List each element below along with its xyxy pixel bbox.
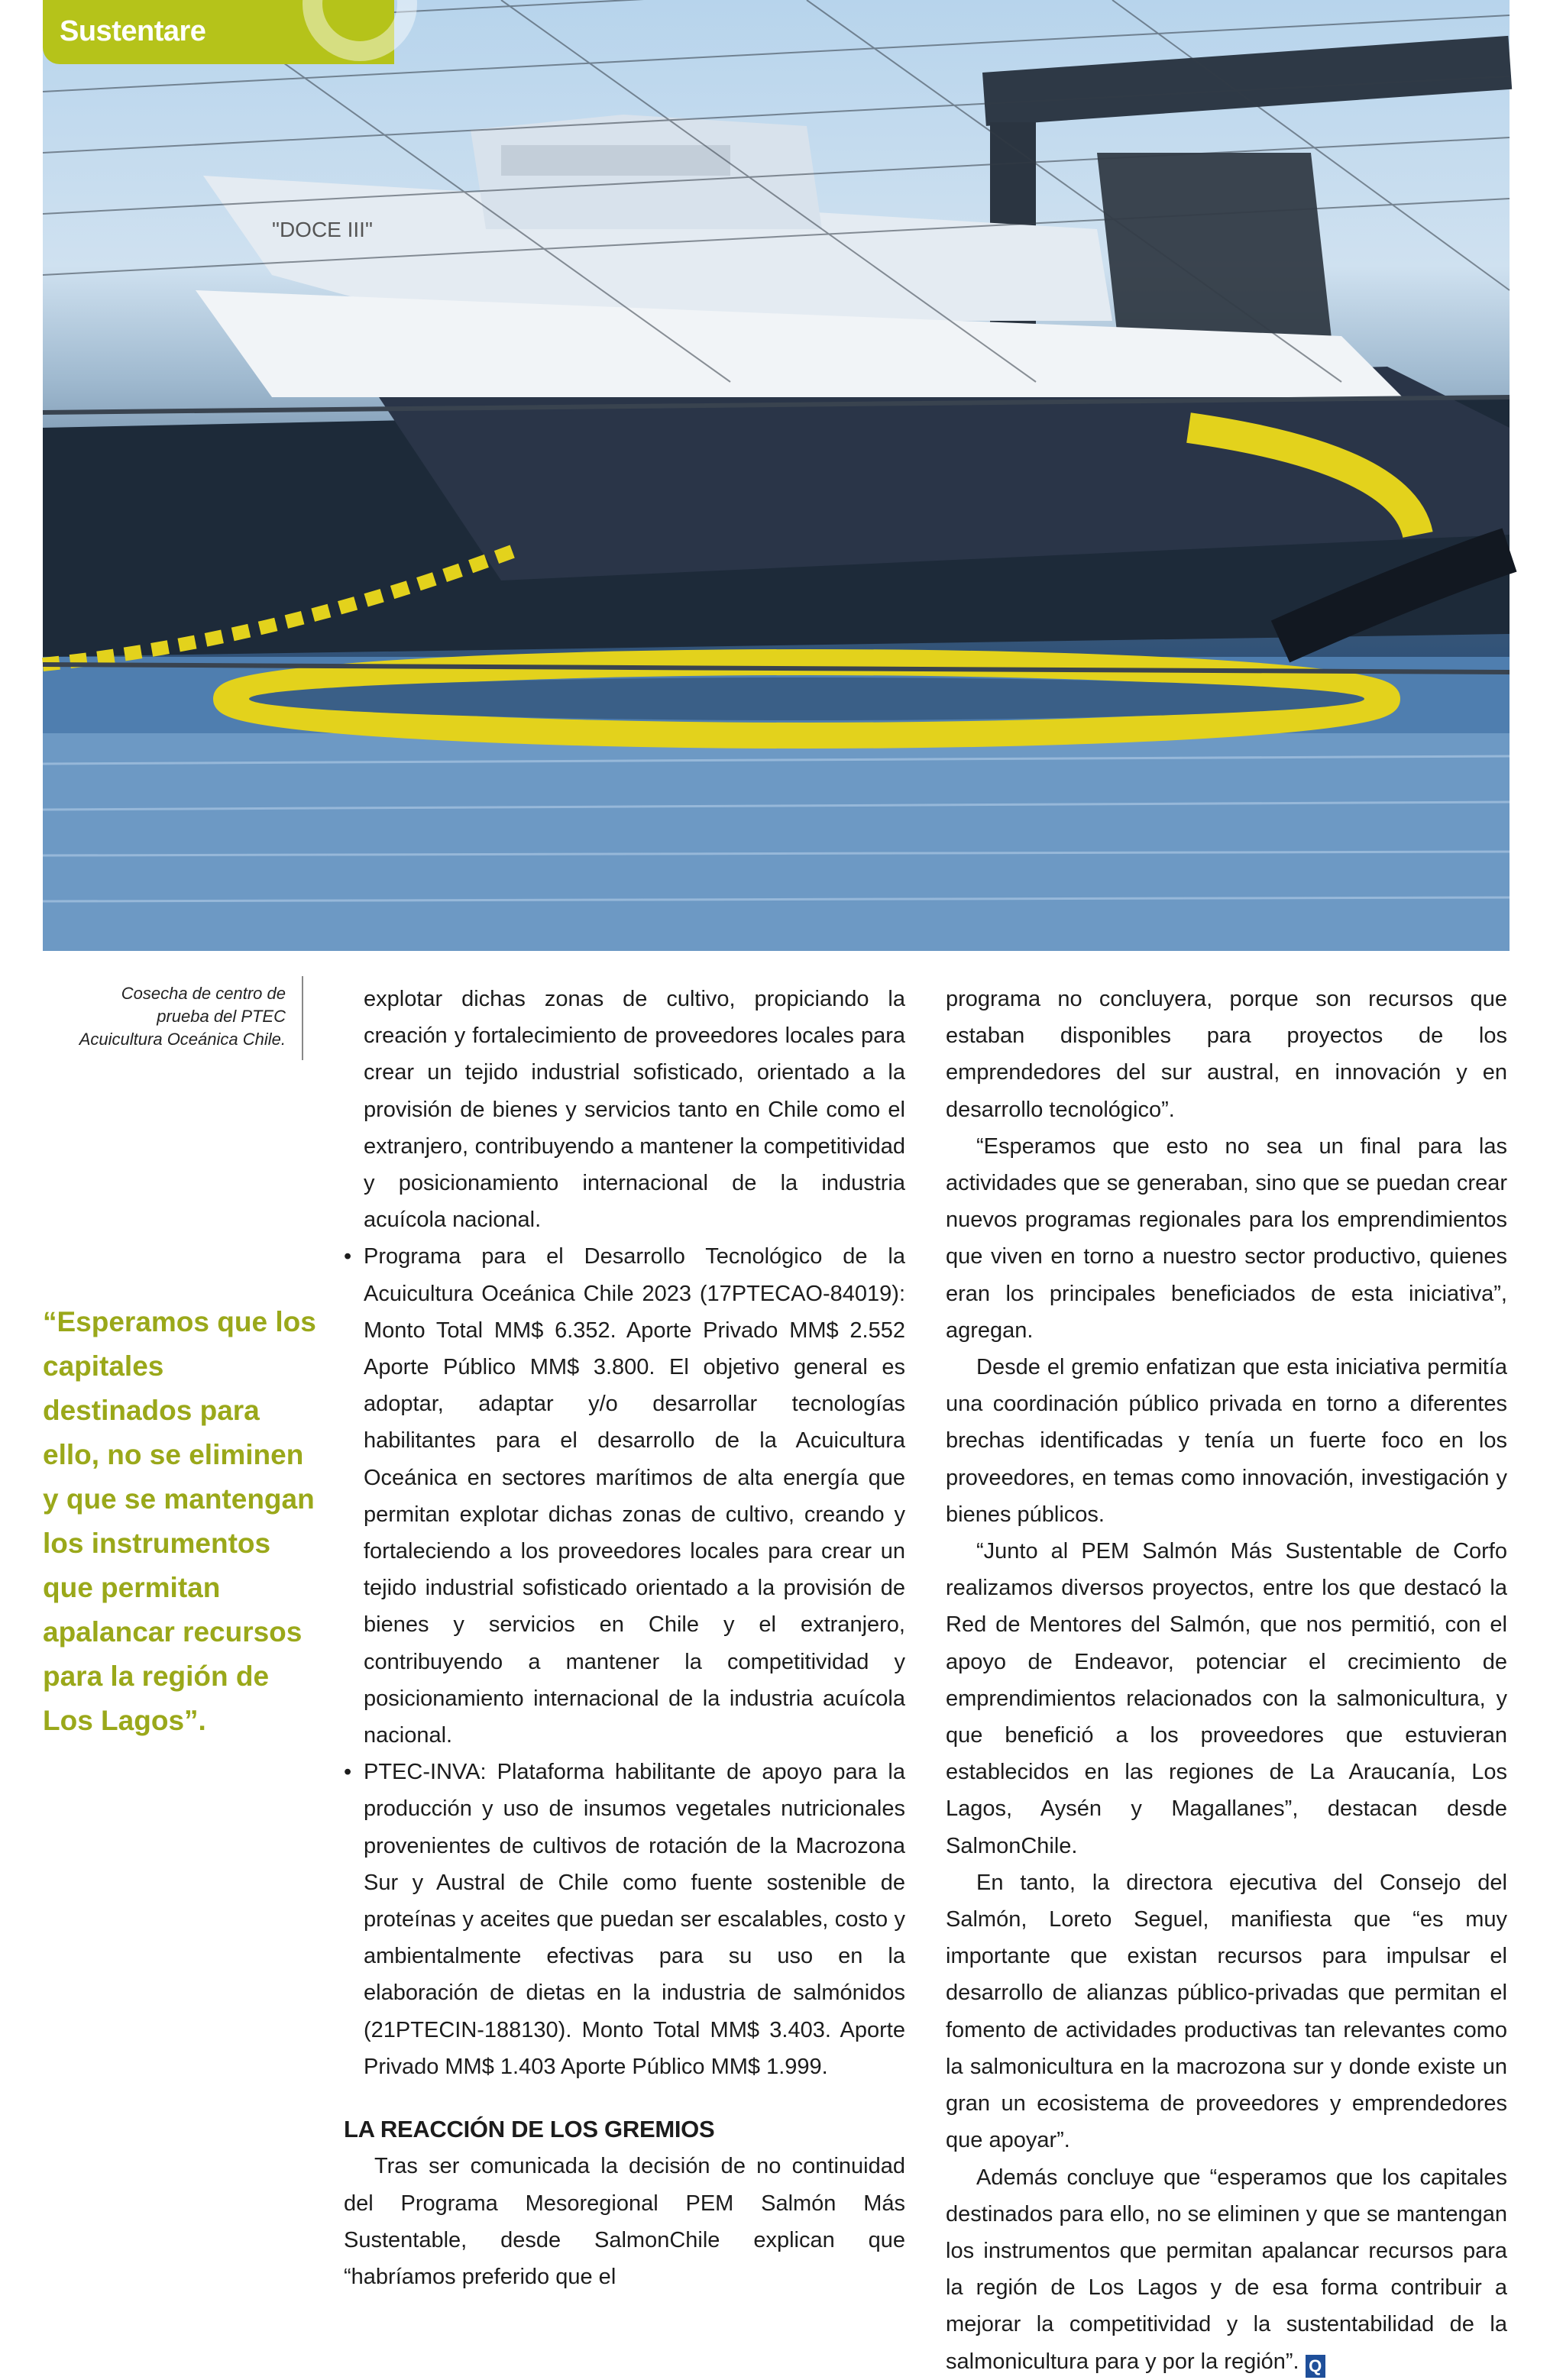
photo-caption: Cosecha de centro de prueba del PTEC Acuicultura Oceánica Chile. [79,984,286,1049]
caption-divider [302,976,303,1060]
photo-credit: Fotografía: Corfo [1526,694,1543,810]
text-column-1 [344,981,905,2295]
end-mark-icon: Q [1306,2355,1325,2378]
bullet-item: • PTEC-INVA: Plataforma habilitante de apoyo para la producción y uso de insumos vegetales nutricionales provenientes de cultivos de rotación de la Macrozona Sur y Austral de Chile como fuente sostenible de proteínas y aceites que puedan ser escalables, costo y ambientalmente efectivas para su uso en la elaboración de dietas en la industria de salmónidos (21PTECIN-188130). Monto Total MM$ 3.403. Aporte Privado MM$ 1.403 Aporte Público MM$ 1.999. [344,1754,905,2085]
section-label: Sustentare [60,15,206,47]
pull-quote: “Esperamos que los capitales destinados para ello, no se eliminen y que se mantengan los instrumentos que permitan apalancar recursos para la región de Los Lagos”. [43,1306,316,1736]
section-heading: LA REACCIÓN DE LOS GREMIOS [344,2116,715,2143]
boat-name: "DOCE III" [272,218,373,241]
paragraph: Desde el gremio enfatizan que esta iniciativa permitía una coordinación público privada en torno a diferentes brechas identificadas y tenía un fuerte foco en los proveedores, en temas como innovación, investigación y bienes públicos. [946,1355,1507,1527]
paragraph: explotar dichas zonas de cultivo, propiciando la creación y fortalecimiento de proveedores locales para crear un tejido industrial sofisticado, orientado a la provisión de bienes y servicios tanto en Chile como el extranjero, contribuyendo a mantener la competitividad y posicionamiento internacional de la industria acuícola nacional. [364,987,905,1233]
bullet-item: • Programa para el Desarrollo Tecnológico de la Acuicultura Oceánica Chile 2023 (17PTECAO-84019): Monto Total MM$ 6.352. Aporte Privado MM$ 2.552 Aporte Público MM$ 3.800. El objetivo general es adoptar, adaptar y/o desarrollar tecnologías habilitantes para el desarrollo de la Acuicultura Oceánica en sectores marítimos de alta energía que permitan explotar dichas zonas de cultivo, creando y fortaleciendo a los proveedores locales para crear un tejido industrial sofisticado orientado a la provisión de bienes y servicios en Chile y el extranjero, contribuyendo a mantener la competitividad y posicionamiento internacional de la industria acuícola nacional. [344,1238,905,1754]
photo-illustration [43,0,1510,951]
article-photo [43,0,1543,951]
paragraph: “Junto al PEM Salmón Más Sustentable de Corfo realizamos diversos proyectos, entre los que destacó la Red de Mentores del Salmón, que nos permitió, con el apoyo de Endeavor, potenciar el crecimiento de emprendimientos relacionados con la salmonicultura, y que benefició a los proveedores que estuvieran establecidos en las regiones de La Araucanía, Los Lagos, Aysén y Magallanes”, destacan desde SalmonChile. [946,1539,1507,1858]
paragraph: En tanto, la directora ejecutiva del Consejo del Salmón, Loreto Seguel, manifiesta que “es muy importante que existan recursos para impulsar el desarrollo de alianzas público-privadas que permitan el fomento de actividades productivas tan relevantes como la salmonicultura en la macrozona sur y donde existe un gran un ecosistema de proveedores y emprendedores que apoyar”. [946,1870,1507,2153]
paragraph-last [946,2159,1507,2380]
paragraph: programa no concluyera, porque son recursos que estaban disponibles para proyectos de los emprendedores del sur austral, en innovación y en desarrollo tecnológico”. [946,987,1507,1122]
paragraph: “Esperamos que esto no sea un final para las actividades que se generaban, sino que se puedan crear nuevos programas regionales para los emprendimientos que viven en torno a nuestro sector productivo, quienes eran los principales beneficiados de esta iniciativa”, agregan. [946,1133,1507,1343]
paragraph: Tras ser comunicada la decisión de no continuidad del Programa Mesoregional PEM Salmón Más Sustentable, desde SalmonChile explican que “habríamos preferido que el [344,2154,905,2289]
section-tag [43,0,394,64]
paragraph-text: Además concluye que “esperamos que los capitales destinados para ello, no se eliminen y que se mantengan los instrumentos que permitan apalancar recursos para la región de Los Lagos y de esa forma contribuir a mejorar la competitividad y la sustentabilidad de la salmonicultura para y por la región”. [946,2165,1507,2374]
text-column-2 [946,981,1507,2380]
